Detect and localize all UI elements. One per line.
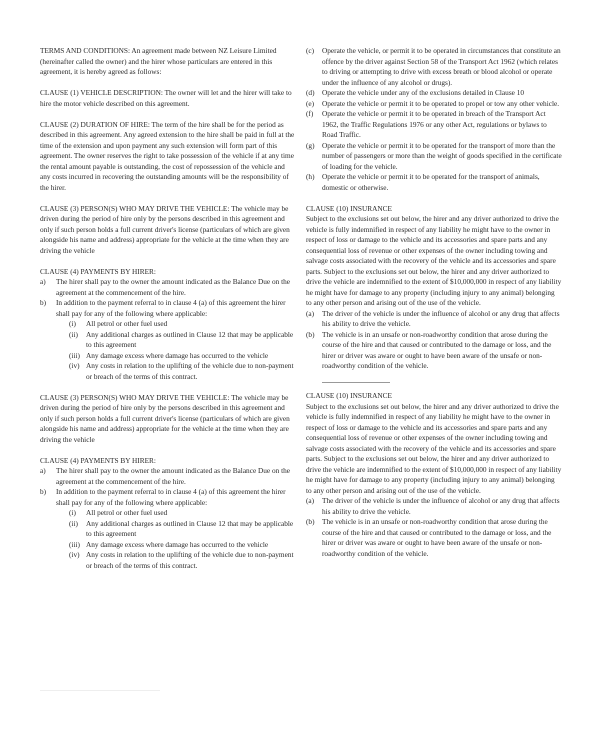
sub-list-item: (iv) Any costs in relation to the uplifting of the vehicle due to non-payment or breach of the terms of this contract. — [69, 550, 294, 570]
sub-list-item: (i) All petrol or other fuel used — [69, 508, 168, 517]
exclusions-list — [306, 46, 562, 193]
clause-4-title-repeat: CLAUSE (4) PAYMENTS BY HIRER: — [40, 455, 156, 465]
clause-4-list-repeat — [40, 466, 296, 571]
section-divider — [322, 382, 390, 383]
list-item: b) In addition to the payment referral to in clause 4 (a) of this agreement the hirer shall pay for any of the following where applicable: (i) All petrol or other fuel used (ii) Any additional charges as outlined in Clause 12 that may be applicable to this agreement (iii) Any damage excess where damage has occurred to the vehicle (iv) Any costs in relation to the uplifting of the vehicle due to non-payment or breach of the terms of this contract. — [40, 298, 296, 382]
list-item: (a) The driver of the vehicle is under the influence of alcohol or any drug that affects his ability to drive the vehicle. — [306, 496, 560, 516]
list-item: (a) The driver of the vehicle is under the influence of alcohol or any drug that affects his ability to drive the vehicle. — [306, 308, 560, 328]
clause-10-title: CLAUSE (10) INSURANCE — [306, 203, 392, 213]
list-item: (g) Operate the vehicle or permit it to be operated for the transport of more than the number of passengers or more than the weight of goods specified in the certificate of loading for the vehicle. — [306, 140, 562, 171]
left-column — [40, 46, 296, 582]
clause-3-paragraph-repeat: CLAUSE (3) PERSON(S) WHO MAY DRIVE THE VEHICLE: The vehicle may be driven during the period of hire only by the persons described in this agreement and only if such person holds a full current driver's license (particulars of which are given alongside his name and address) appropriate for the vehicle at the time when they are driving the vehicle — [40, 392, 290, 444]
clause-4-sublist-repeat — [56, 508, 296, 571]
sub-list-item: (i) All petrol or other fuel used — [69, 319, 168, 328]
sub-list-item: (iii) Any damage excess where damage has occurred to the vehicle — [69, 350, 269, 360]
footer-rule — [40, 690, 160, 691]
list-item: a) The hirer shall pay to the owner the amount indicated as the Balance Due on the agreement at the commencement of the hire. — [40, 466, 291, 486]
intro-paragraph: TERMS AND CONDITIONS: An agreement made between NZ Leisure Limited (hereinafter called the owner) and the hirer whose particulars are entered in this agreement, it is hereby agreed as follows: — [40, 46, 277, 76]
clause-10-list-repeat — [306, 496, 562, 559]
list-item: (d) Operate the vehicle under any of the exclusions detailed in Clause 10 — [306, 88, 525, 97]
right-column — [306, 46, 562, 570]
clause-1-paragraph: CLAUSE (1) VEHICLE DESCRIPTION: The owner will let and the hirer will take to hire the motor vehicle described on this agreement. — [40, 88, 292, 108]
sub-list-item: (iv) Any costs in relation to the uplifting of the vehicle due to non-payment or breach of the terms of this contract. — [69, 361, 294, 381]
sub-list-item: (ii) Any additional charges as outlined in Clause 12 that may be applicable to this agreement — [69, 329, 294, 349]
clause-3-paragraph: CLAUSE (3) PERSON(S) WHO MAY DRIVE THE VEHICLE: The vehicle may be driven during the period of hire only by the persons described in this agreement and only if such person holds a full current driver's license (particulars of which are given alongside his name and address) appropriate for the vehicle at the time when they are driving the vehicle — [40, 203, 290, 255]
list-item: a) The hirer shall pay to the owner the amount indicated as the Balance Due on the agreement at the commencement of the hire. — [40, 277, 291, 297]
clause-10-title-repeat: CLAUSE (10) INSURANCE — [306, 391, 392, 400]
clause-4-list — [40, 277, 296, 382]
list-item: (h) Operate the vehicle or permit it to be operated for the transport of animals, domestic or otherwise. — [306, 172, 540, 192]
list-item: b) In addition to the payment referral to in clause 4 (a) of this agreement the hirer shall pay for any of the following where applicable: (i) All petrol or other fuel used (ii) Any additional charges as outlined in Clause 12 that may be applicable to this agreement (iii) Any damage excess where damage has occurred to the vehicle (iv) Any costs in relation to the uplifting of the vehicle due to non-payment or breach of the terms of this contract. — [40, 487, 296, 571]
clause-10-paragraph: Subject to the exclusions set out below, the hirer and any driver authorized to drive the vehicle is fully indemnified in respect of any liability he might have to the owner in respect of loss or damage to the vehicle and its accessories and spare parts and any consequential loss of revenue or other expenses of the owner including towing and salvage costs associated with the recovery of the vehicle and its accessories and spare parts. Subject to the exclusions set out below, the hirer and any driver authorized to drive the vehicle are indemnified to the extent of $10,000,000 in respect of any liability he might have for damage to any property (including injury to any animal) belonging to any other person and arising out of the use of the vehicle. — [306, 214, 562, 307]
clause-10-list — [306, 309, 562, 372]
clause-4-sublist — [56, 319, 296, 382]
list-item: (b) The vehicle is in an unsafe or non-roadworthy condition that arose during the course of the hire and that caused or contributed to the damage or loss, and the hirer or driver was aware or ought to have been aware of the unsafe or non-roadworthy condition of the vehicle. — [306, 329, 552, 370]
list-item: (f) Operate the vehicle or permit it to be operated in breach of the Transport Act 1962, the Traffic Regulations 1976 or any other Act, regulations or bylaws to Road Traffic. — [306, 109, 547, 139]
clause-2-paragraph: CLAUSE (2) DURATION OF HIRE: The term of the hire shall be for the period as described in this agreement. Any agreed extension to the hire shall be paid in full at the time of the extension and upon payment any such extension will form part of this agreement. The owner reserves the right to take possession of the vehicle if at any time the rental amount payable is outstanding, the cost of repossession of the vehicle and any costs incurred in recovering the outstanding amounts will be the responsibility of the hirer. — [40, 119, 295, 192]
clause-4-title: CLAUSE (4) PAYMENTS BY HIRER: — [40, 266, 156, 276]
list-item: (e) Operate the vehicle or permit it to be operated to propel or tow any other vehicle. — [306, 98, 560, 108]
list-item: (b) The vehicle is in an unsafe or non-roadworthy condition that arose during the course of the hire and that caused or contributed to the damage or loss, and the hirer or driver was aware or ought to have been aware of the unsafe or non-roadworthy condition of the vehicle. — [306, 517, 552, 558]
clause-10-paragraph-repeat: Subject to the exclusions set out below, the hirer and any driver authorized to drive the vehicle is fully indemnified in respect of any liability he might have to the owner in respect of loss or damage to the vehicle and its accessories and spare parts and any consequential loss of revenue or other expenses of the owner including towing and salvage costs associated with the recovery of the vehicle and its accessories and spare parts. Subject to the exclusions set out below, the hirer and any driver authorized to drive the vehicle are indemnified to the extent of $10,000,000 in respect of any liability he might have for damage to any property (including injury to any animal) belonging to any other person and arising out of the use of the vehicle. — [306, 401, 562, 495]
sub-list-item: (ii) Any additional charges as outlined in Clause 12 that may be applicable to this agreement — [69, 518, 294, 538]
sub-list-item: (iii) Any damage excess where damage has occurred to the vehicle — [69, 539, 269, 549]
list-item: (c) Operate the vehicle, or permit it to be operated in circumstances that constitute an offence by the driver against Section 58 of the Transport Act 1962 (which relates to driving or attempting to drive with excess breath or blood alcohol or operate under the influence of any alcohol or drugs). — [306, 46, 561, 87]
